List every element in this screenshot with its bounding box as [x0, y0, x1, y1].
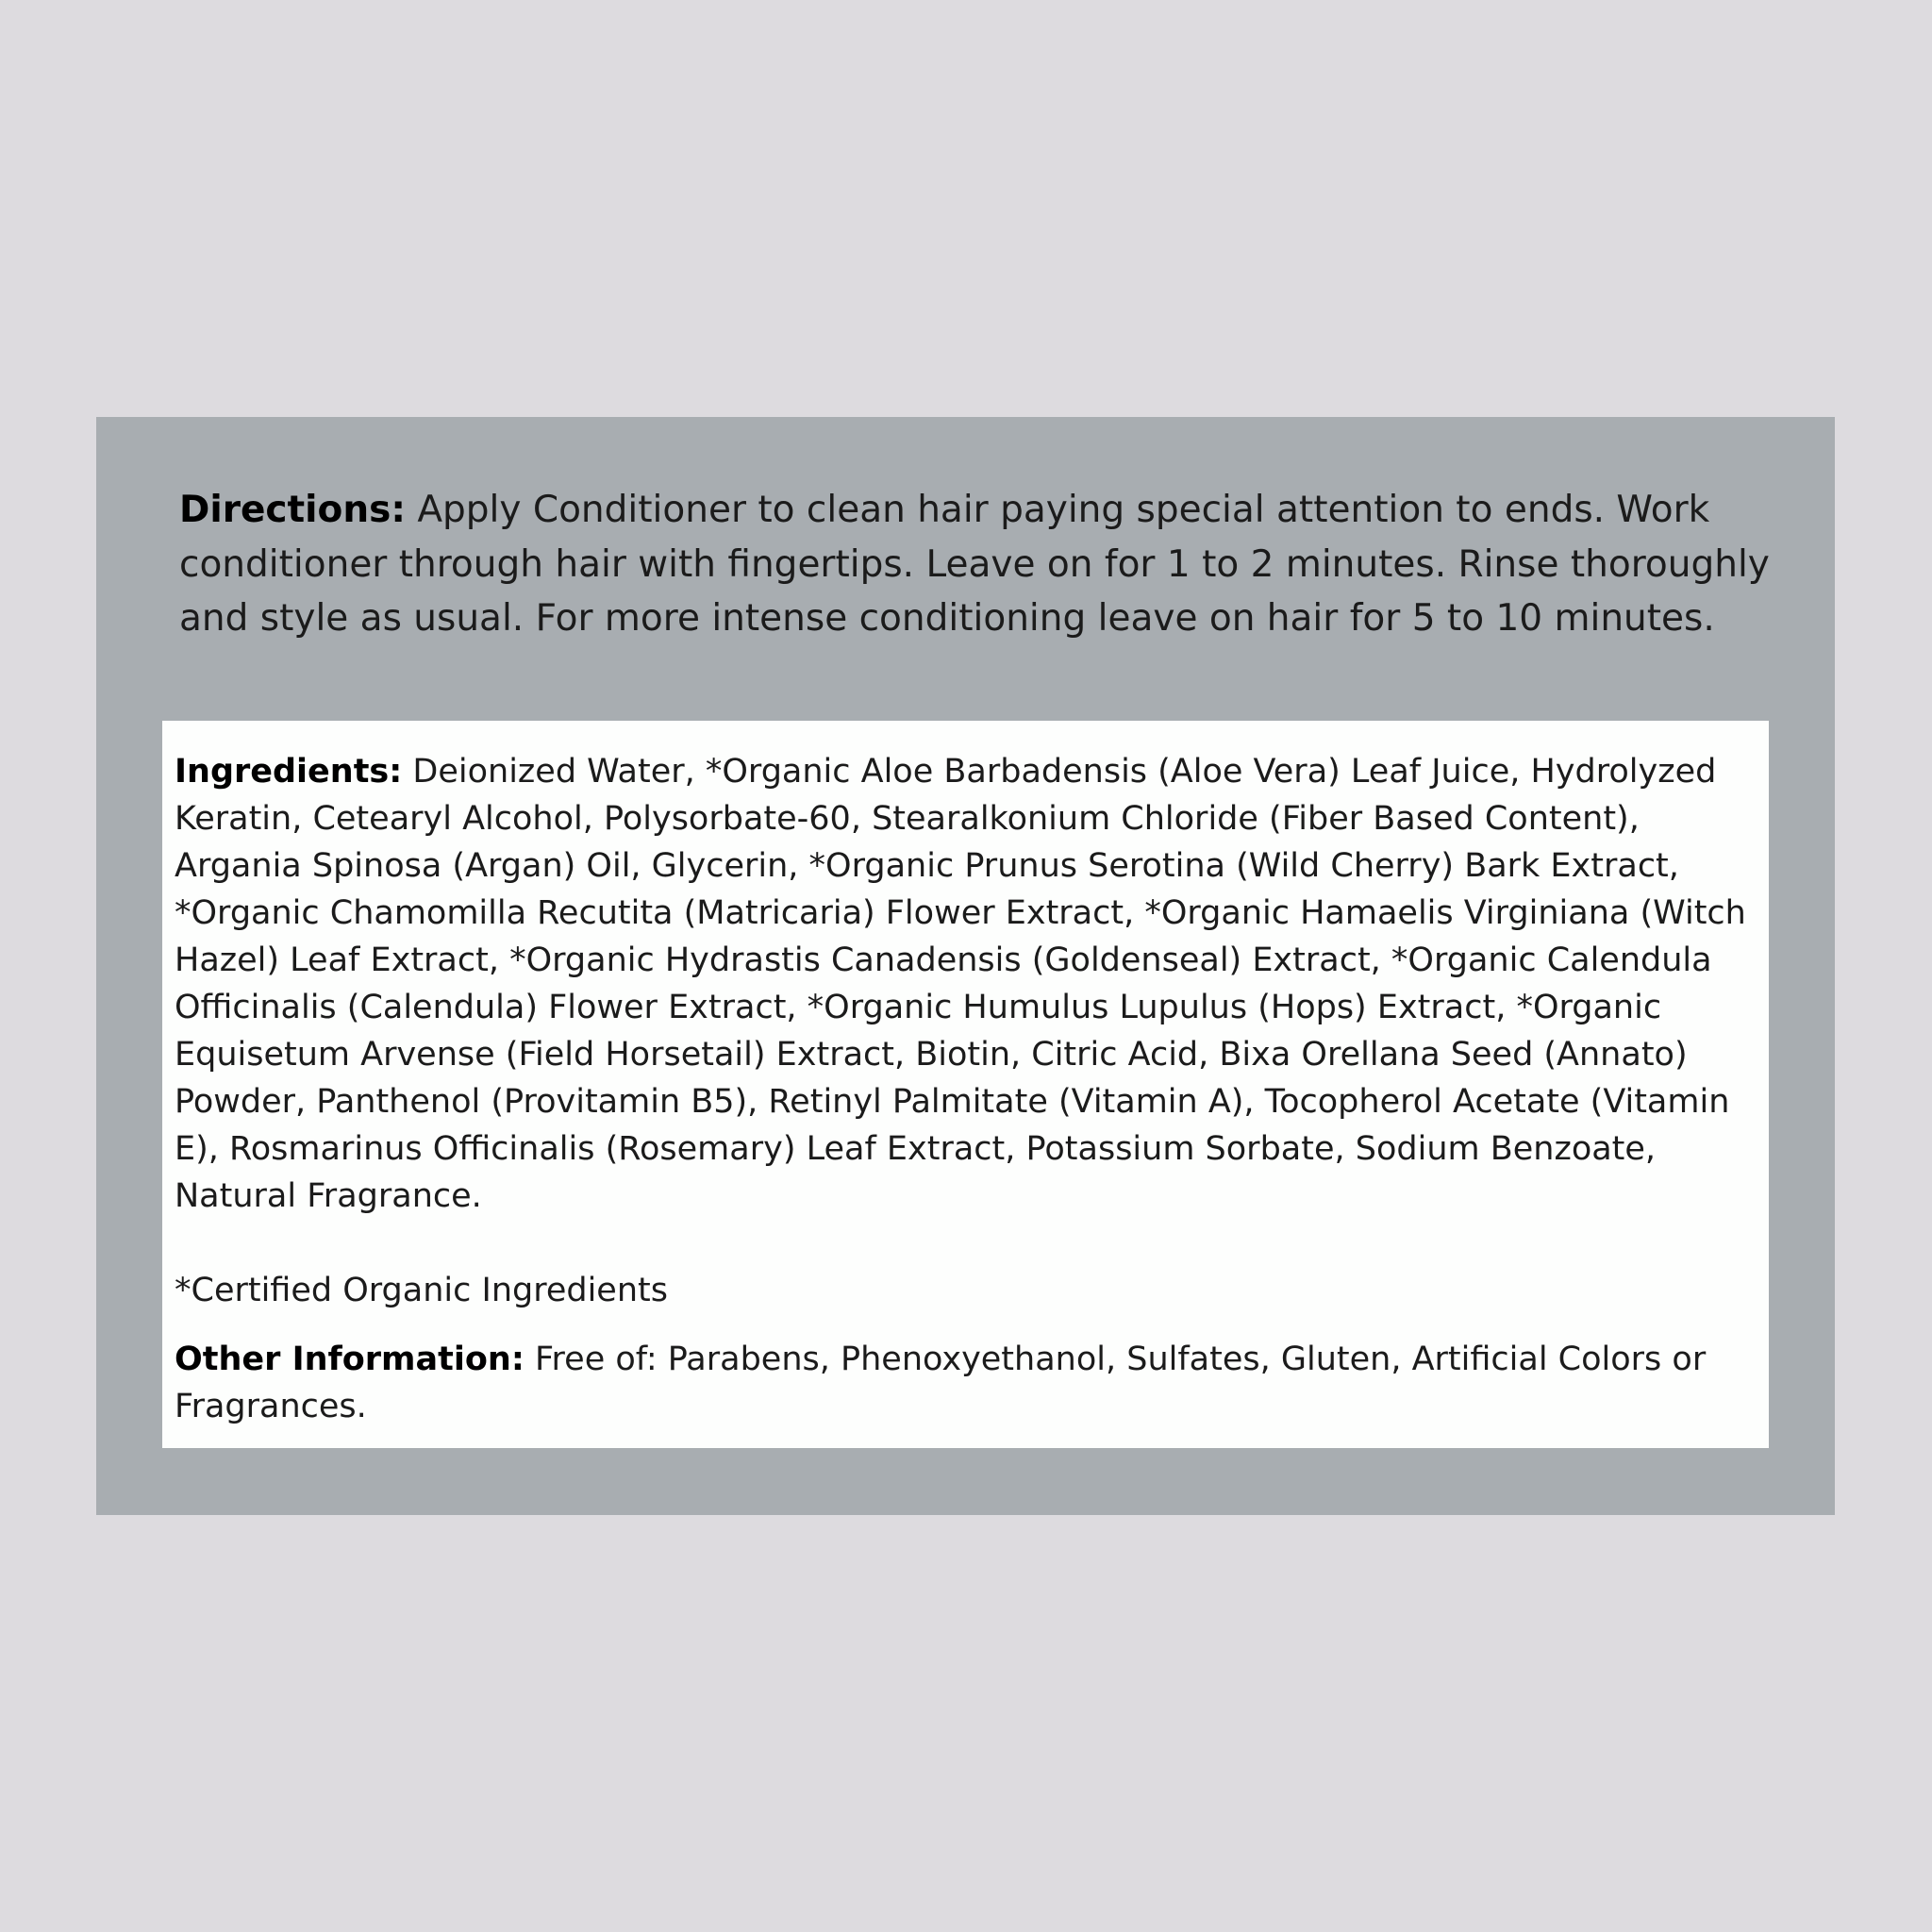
ingredients-text: Deionized Water, *Organic Aloe Barbadensis (Aloe Vera) Leaf Juice, Hydrolyzed Keratin, Cetearyl Alcohol, Polysorbate-60, Stearalkonium Chloride (Fiber Based Content), Argania Spinosa (Argan) Oil, Glycerin, *Organic Prunus Serotina (Wild Cherry) Bark Extract, *Organic Chamomilla Recutita (Matricaria) Flower Extract, *Organic Hamaelis Virginiana (Witch Hazel) Leaf Extract, *Organic Hydrastis Canadensis (Goldenseal) Extract, *Organic Calendula Officinalis (Calendula) Flower Extract, *Organic Humulus Lupulus (Hops) Extract, *Organic Equisetum Arvense (Field Horsetail) Extract, Biotin, Citric Acid, Bixa Orellana Seed (Annato) Powder, Panthenol (Provitamin B5), Retinyl Palmitate (Vitamin A), Tocopherol Acetate (Vitamin E), Rosmarinus Officinalis (Rosemary) Leaf Extract, Potassium Sorbate, Sodium Benzoate, Natural Fragrance. [175, 753, 1746, 1215]
directions-paragraph [179, 483, 1783, 646]
directions-label: Directions: [179, 489, 406, 531]
other-information-text: Free of: Parabens, Phenoxyethanol, Sulfates, Gluten, Artificial Colors or Fragrances. [175, 1341, 1707, 1425]
directions-text: Apply Conditioner to clean hair paying special attention to ends. Work conditioner through hair with fingertips. Leave on for 1 to 2 minutes. Rinse thoroughly and style as usual. For more intense conditioning leave on hair for 5 to 10 minutes. [179, 489, 1770, 640]
other-information-label: Other Information: [175, 1341, 525, 1378]
other-information-paragraph [175, 1336, 1759, 1430]
certified-organic-note: *Certified Organic Ingredients [175, 1272, 668, 1309]
ingredients-label: Ingredients: [175, 753, 403, 791]
ingredients-box [162, 721, 1769, 1448]
ingredients-paragraph [175, 748, 1764, 1220]
label-panel [96, 417, 1835, 1515]
